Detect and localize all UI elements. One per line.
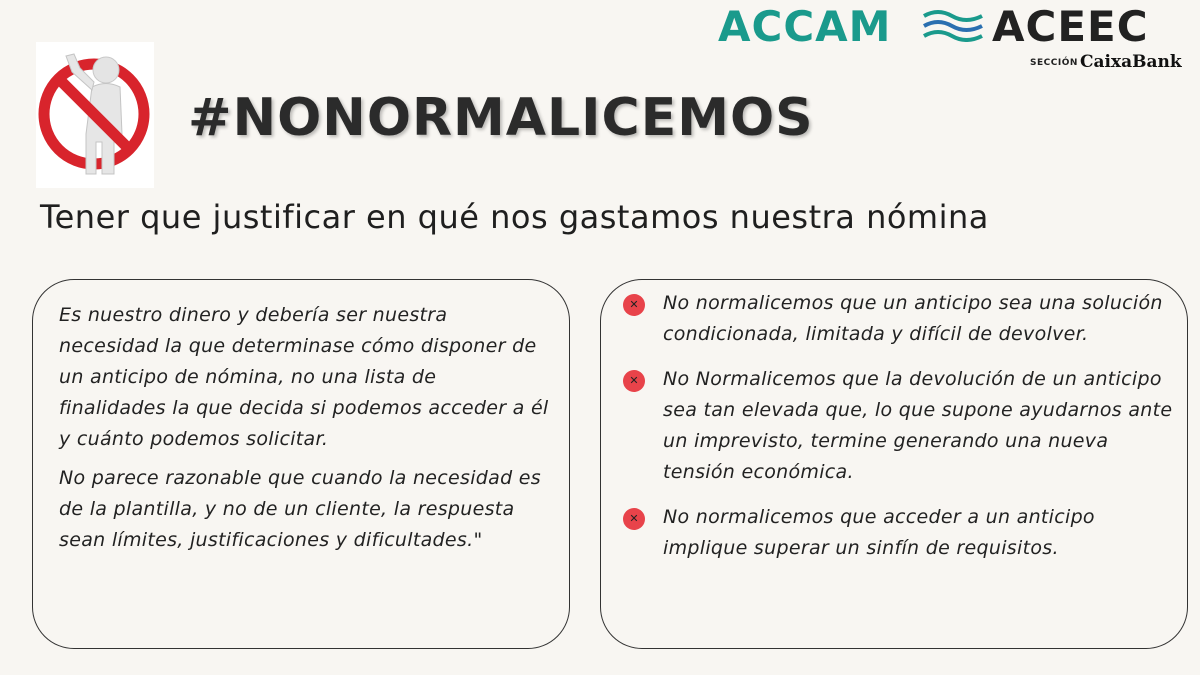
page-title: #NONORMALICEMOS xyxy=(188,88,814,148)
left-paragraph-1: Es nuestro dinero y debería ser nuestra necesidad la que determinase cómo disponer de un anticipo de nómina, no una lista de finalidades la que decida si podemos acceder a él y cuánto podemos solicitar. xyxy=(59,304,549,450)
section-label: SECCIÓN xyxy=(1030,58,1078,68)
list-item xyxy=(623,288,1175,350)
accam-logo: ACCAM xyxy=(718,2,892,51)
x-circle-icon xyxy=(623,508,645,530)
list-item xyxy=(623,364,1175,488)
x-circle-icon xyxy=(623,294,645,316)
stop-prohibition-icon xyxy=(36,42,154,188)
x-circle-icon xyxy=(623,370,645,392)
list-item-text: No Normalicemos que la devolución de un anticipo sea tan elevada que, lo que supone ayudarnos ante un imprevisto, termine generando una nueva tensión económica. xyxy=(663,368,1173,483)
aceec-logo: ACEEC xyxy=(992,2,1149,51)
page-subtitle: Tener que justificar en qué nos gastamos nuestra nómina xyxy=(40,198,989,236)
list-item-text: No normalicemos que un anticipo sea una solución condicionada, limitada y difícil de devolver. xyxy=(663,292,1163,345)
right-list-box xyxy=(600,279,1188,649)
list-item xyxy=(623,502,1175,564)
list-item-text: No normalicemos que acceder a un anticipo implique superar un sinfín de requisitos. xyxy=(663,506,1095,559)
caixabank-logo: CaixaBank xyxy=(1080,52,1182,72)
waves-icon xyxy=(922,8,984,42)
left-paragraph-2: No parece razonable que cuando la necesidad es de la plantilla, y no de un cliente, la respuesta sean límites, justificaciones y dificultades." xyxy=(59,467,541,551)
left-text-box xyxy=(32,279,570,649)
logo-group xyxy=(712,0,1192,80)
